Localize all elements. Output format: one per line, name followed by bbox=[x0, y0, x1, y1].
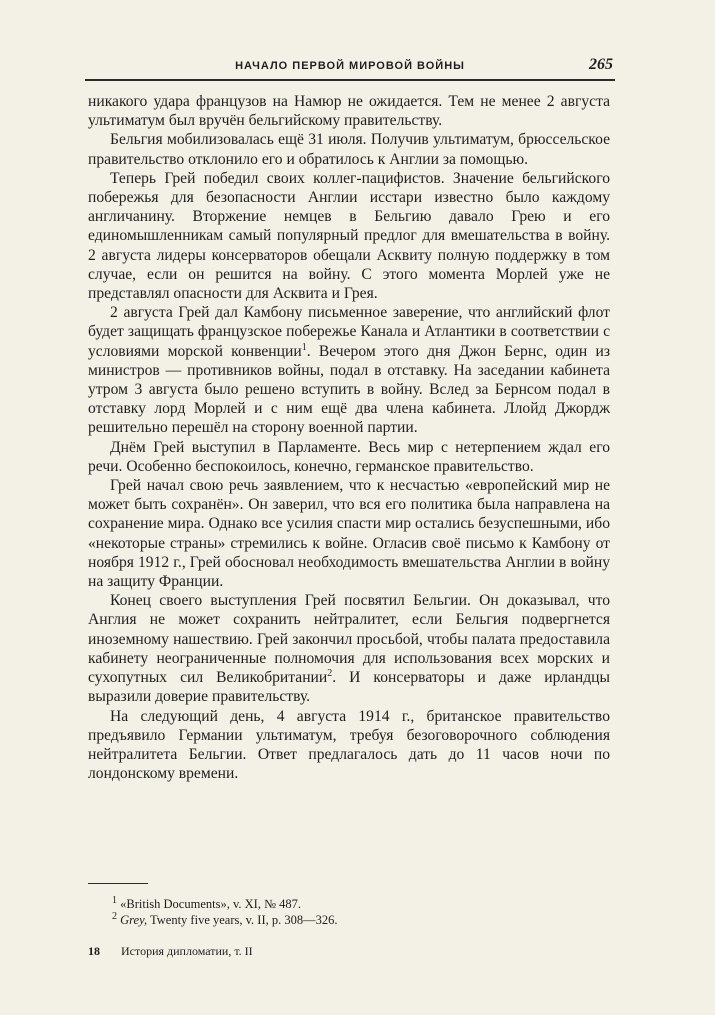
footnote bbox=[112, 896, 610, 912]
footnote-text: Twenty five years, v. II, p. 308—326. bbox=[150, 913, 338, 927]
sheet-number: 18 bbox=[88, 944, 100, 958]
running-header bbox=[85, 55, 615, 81]
page-number: 265 bbox=[589, 56, 613, 73]
paragraph: Теперь Грей победил своих коллег-пацифистов. Значение бельгийского побережья для безопасности Англии исстари известно было каждому англичанину. Вторжение немцев в Бельгию давало Грею и его единомышленникам самый популярный предлог для вмешательства в войну. 2 августа лидеры консерваторов обещали Асквиту полную поддержку в том случае, если он решится на войну. С этого момента Морлей уже не представлял опасности для Асквита и Грея. bbox=[88, 169, 610, 303]
paragraph: Днём Грей выступил в Парламенте. Весь мир с нетерпением ждал его речи. Особенно беспокоилось, конечно, германское правительство. bbox=[88, 438, 610, 475]
footnote-mark: 1 bbox=[112, 894, 117, 906]
main-text bbox=[88, 92, 610, 783]
footnote-ref: 1 bbox=[301, 341, 307, 353]
paragraph: На следующий день, 4 августа 1914 г., британское правительство предъявило Германии ультиматум, требуя безоговорочного соблюдения нейтралитета Бельгии. Ответ предлагалось дать до 11 часов ночи по лондонскому времени. bbox=[88, 707, 610, 783]
paragraph: Грей начал свою речь заявлением, что к несчастью «европейский мир не может быть сохранён». Он заверил, что вся его политика была направлена на сохранение мира. Однако все усилия спасти мир остались безуспешными, ибо «некоторые страны» стремились к войне. Огласив своё письмо к Камбону от ноября 1912 г., Грей обосновал необходимость вмешательства Англии в войну на защиту Франции. bbox=[88, 477, 610, 591]
signature-text: История дипломатии, т. II bbox=[121, 944, 253, 958]
footnote-text: «British Documents», v. XI, № 487. bbox=[120, 897, 302, 911]
paragraph: Бельгия мобилизовалась ещё 31 июля. Получив ультиматум, брюссельское правительство отклонило его и обратилось к Англии за помощью. bbox=[88, 131, 610, 168]
footnote bbox=[112, 912, 610, 928]
footnote-mark: 2 bbox=[112, 910, 117, 922]
footnote-author: Grey, bbox=[120, 913, 148, 927]
paragraph: Конец своего выступления Грей посвятил Бельгии. Он доказывал, что Англия не может сохранить нейтралитет, если Бельгия подвергнется иноземному нашествию. Грей закончил просьбой, чтобы палата предоставила кабинету неограниченные полномочия для использования всех морских и сухопутных сил Великобритании$^2$. И консерваторы и даже ирландцы выразили доверие правительству. bbox=[88, 592, 610, 706]
footnotes bbox=[112, 896, 610, 928]
footnote-ref: 2 bbox=[327, 667, 333, 679]
paragraph: 2 августа Грей дал Камбону письменное заверение, что английский флот будет защищать французское побережье Канала и Атлантики в соответствии с условиями морской конвенции$^1$. Вечером этого дня Джон Бернс, один из министров — противников войны, подал в отставку. На заседании кабинета утром 3 августа было решено вступить в войну. Вслед за Бернсом подал в отставку лорд Морлей и с ним ещё два члена кабинета. Ллойд Джордж решительно перешёл на сторону военной партии. bbox=[88, 304, 610, 437]
paragraph: никакого удара французов на Намюр не ожидается. Тем не менее 2 августа ультиматум был вручён бельгийскому правительству. bbox=[88, 93, 610, 130]
footnote-divider bbox=[88, 883, 148, 884]
running-title: НАЧАЛО ПЕРВОЙ МИРОВОЙ ВОЙНЫ bbox=[235, 60, 465, 72]
printer-signature bbox=[88, 944, 610, 959]
